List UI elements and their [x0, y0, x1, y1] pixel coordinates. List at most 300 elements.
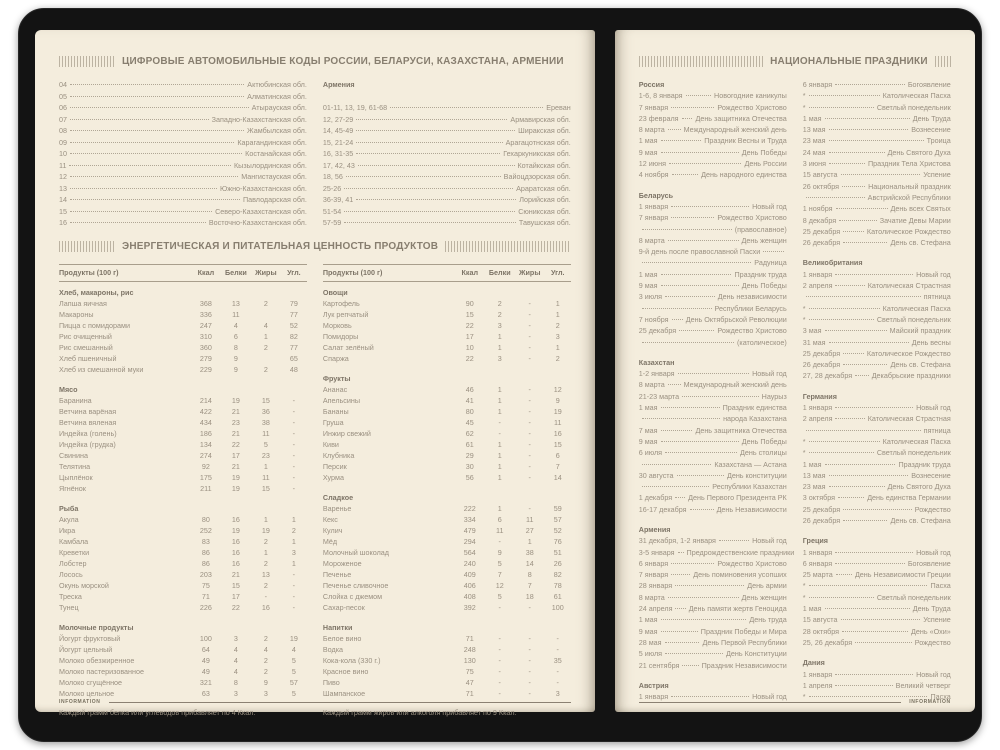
dot-leader [661, 631, 698, 632]
spacer [323, 91, 571, 103]
car-code-row [323, 183, 571, 195]
dot-leader [829, 129, 909, 130]
dot-leader [842, 186, 865, 187]
kcal-value: 75 [201, 580, 210, 590]
carbs-value: - [292, 406, 296, 416]
date-label: 3 июля [638, 292, 663, 302]
nutrition-row [323, 353, 571, 364]
carbs-value: 1 [291, 536, 296, 546]
carbs-value: 2 [555, 353, 560, 363]
holiday-row [639, 481, 787, 492]
kcal-value: 10 [465, 342, 474, 352]
kcal-value: 49 [201, 655, 210, 665]
product-name: Треска [59, 591, 82, 601]
dot-leader [677, 475, 724, 476]
carbs-value: 19 [553, 406, 562, 416]
protein-value: 4 [233, 644, 238, 654]
date-label: 15 августа [802, 170, 838, 180]
nutrition-row [59, 417, 307, 428]
holiday-label: Радуница [754, 258, 787, 268]
holiday-label: Великий четверг [895, 680, 951, 690]
dot-leader [829, 486, 885, 487]
holiday-row [803, 135, 951, 146]
food-group-title: Напитки [322, 622, 353, 632]
nutrition-header-row [323, 264, 571, 282]
holiday-label: День Первой Республики [702, 637, 787, 647]
holiday-row [803, 226, 951, 237]
holiday-label: Успение [923, 615, 951, 625]
dot-leader [70, 176, 238, 177]
holiday-row [803, 203, 951, 214]
holiday-label: Новый год [752, 692, 787, 702]
nutrition-row [59, 342, 307, 353]
holiday-row [639, 102, 787, 113]
dot-leader [836, 574, 852, 575]
date-label: 7 ноября [638, 314, 669, 324]
food-group [59, 287, 307, 375]
nutrition-row [323, 547, 571, 558]
holiday-row [803, 504, 951, 515]
product-name: Икра [59, 525, 76, 535]
holiday-row [803, 215, 951, 226]
date-label: 21-23 марта [638, 391, 680, 401]
dot-leader [661, 430, 693, 431]
food-group [323, 373, 571, 483]
date-label: 1 января [802, 269, 833, 279]
code-label: 11 [59, 160, 67, 170]
kcal-value: 86 [201, 547, 210, 557]
dot-leader [344, 222, 516, 223]
carbs-value: 61 [553, 591, 562, 601]
region-label: Актюбинская обл. [247, 80, 307, 89]
car-code-row [59, 79, 307, 91]
date-label: 30 августа [638, 470, 674, 480]
protein-value: 3 [497, 353, 502, 363]
holiday-row [803, 413, 951, 424]
fat-value: 18 [525, 591, 534, 601]
nutrition-row [323, 298, 571, 309]
date-label: * [802, 314, 806, 324]
fat-value: 2 [263, 633, 268, 643]
hatch-pattern [59, 241, 115, 252]
product-name: Йогурт цельный [59, 644, 113, 654]
kcal-value: 46 [465, 384, 474, 394]
date-label: 26 октября [802, 181, 840, 191]
fat-value: 11 [262, 428, 270, 438]
product-name: Камбала [59, 536, 89, 546]
holiday-label: Вознесение [911, 125, 951, 135]
carbs-value: 35 [553, 655, 562, 665]
product-name: Морковь [322, 320, 352, 330]
region-label: Западно-Казахстанская обл. [211, 114, 307, 124]
code-label: 12 [59, 172, 67, 181]
carbs-value: - [556, 677, 559, 687]
kcal-value: 479 [463, 525, 476, 535]
fat-value: 3 [263, 688, 268, 698]
country-holiday-group [639, 357, 787, 515]
product-name: Рис очищенный [59, 331, 112, 341]
product-name: Свинина [59, 450, 88, 460]
car-code-row [59, 217, 307, 229]
dot-leader [825, 608, 910, 609]
product-name: Сахар-песок [322, 602, 365, 612]
carbs-value: 82 [553, 569, 562, 579]
protein-value: 6 [233, 331, 238, 341]
date-label: 6 января [638, 558, 669, 568]
car-codes-section-title [59, 56, 571, 67]
dot-leader [843, 509, 912, 510]
nutrition-row [59, 558, 307, 569]
carbs-value: 48 [289, 364, 298, 374]
product-name: Ананас [322, 384, 348, 394]
dot-leader [70, 84, 244, 85]
dot-leader [809, 319, 874, 320]
dot-leader [829, 163, 865, 164]
region-label: Алматинская обл. [247, 91, 307, 101]
carbs-value: 57 [289, 677, 298, 687]
protein-value: 19 [231, 483, 240, 493]
right-page-footer [639, 699, 951, 705]
protein-value: 21 [231, 428, 240, 438]
holiday-label: День Независимости Греции [854, 570, 951, 580]
protein-value: 23 [231, 417, 240, 427]
car-code-row [323, 102, 571, 114]
holiday-label: Национальный праздник [868, 181, 951, 191]
car-code-row [59, 114, 307, 126]
kcal-value: 186 [199, 428, 212, 438]
car-code-row [323, 217, 571, 229]
nutrition-row [59, 309, 307, 320]
dot-leader [661, 274, 732, 275]
holiday-label: Светлый понедельник [876, 592, 951, 602]
dot-leader [665, 653, 723, 654]
nutrition-row [59, 688, 307, 699]
nutrition-row [59, 331, 307, 342]
dot-leader [70, 119, 209, 120]
nutrition-row [59, 655, 307, 666]
region-label: Армавирская обл. [510, 114, 571, 124]
product-name: Макароны [59, 309, 94, 319]
fat-value: - [528, 320, 531, 330]
dot-leader [841, 619, 921, 620]
date-label: 1 мая [802, 604, 822, 614]
product-name: Бананы [322, 406, 349, 416]
code-label: 17, 42, 43 [322, 160, 355, 170]
dot-leader [344, 211, 515, 212]
carbs-value: 6 [555, 450, 560, 460]
region-label: Котайкская обл. [517, 160, 571, 170]
fat-value: 2 [263, 558, 268, 568]
kcal-value: 310 [199, 331, 212, 341]
product-name: Акула [59, 514, 79, 524]
holiday-row [803, 614, 951, 625]
dot-leader [855, 375, 869, 376]
code-label: 16, 31-35 [322, 149, 354, 158]
holiday-row [639, 314, 787, 325]
fat-value: - [528, 655, 531, 665]
holiday-label: Международный женский день [683, 380, 787, 390]
kcal-value: 422 [199, 406, 212, 416]
dot-leader [809, 696, 928, 697]
region-label: Костанайская обл. [245, 149, 307, 158]
holiday-label: Богоявление [907, 80, 951, 89]
dot-leader [70, 222, 206, 223]
holiday-row [803, 79, 951, 90]
holiday-label: День Труда [912, 604, 951, 614]
protein-value: 17 [231, 450, 240, 460]
holiday-label: Новый год [916, 403, 951, 413]
holiday-label: День народного единства [701, 170, 787, 180]
kcal-value: 334 [463, 514, 476, 524]
holiday-label: День России [744, 159, 787, 169]
date-label: * [802, 91, 806, 101]
kcal-value: 30 [465, 461, 474, 471]
product-name: Молоко цельное [59, 688, 115, 698]
holiday-label: Рождество Христово [717, 102, 787, 112]
dot-leader [806, 430, 921, 431]
protein-carbs-note: Каждый грамм белка или углеводов прибавляет по 4 Ккал. [59, 707, 256, 717]
protein-value: - [498, 655, 501, 665]
protein-value: 19 [231, 525, 240, 535]
holiday-row [803, 113, 951, 124]
fat-value: 2 [263, 655, 268, 665]
product-name: Печенье сливочное [322, 580, 389, 590]
carbs-column-header: Угл. [287, 268, 301, 277]
date-label: 1 декабря [638, 493, 673, 503]
holiday-row [803, 181, 951, 192]
dot-leader [829, 140, 924, 141]
date-label: 2 апреля [802, 281, 833, 291]
nutrition-row [59, 514, 307, 525]
nutrition-left-column [59, 264, 307, 718]
dot-leader [835, 685, 892, 686]
protein-value: 4 [233, 666, 238, 676]
nutrition-row [59, 406, 307, 417]
holiday-row [803, 90, 951, 101]
car-codes-table [59, 79, 571, 229]
dot-leader [661, 441, 739, 442]
protein-value: 2 [497, 298, 502, 308]
fat-value: 36 [261, 406, 270, 416]
holiday-label: пятница [923, 425, 951, 435]
carbs-value: 65 [289, 353, 298, 363]
holiday-row [803, 192, 951, 203]
holiday-label: Рождество Христово [717, 213, 787, 223]
dot-leader [682, 396, 759, 397]
holiday-label: Республики Беларусь [714, 303, 787, 313]
date-label: 25 декабря [802, 226, 841, 236]
car-code-row [323, 125, 571, 137]
holiday-label: День Победы [741, 436, 787, 446]
holiday-label: Богоявление [907, 558, 951, 568]
nutrition-row [59, 450, 307, 461]
holiday-row [639, 637, 787, 648]
holiday-label: День «Охи» [911, 626, 951, 636]
code-label: 07 [59, 114, 67, 124]
dot-leader [835, 84, 905, 85]
dot-leader [356, 199, 516, 200]
fat-value: - [528, 602, 531, 612]
region-label: Ереван [546, 103, 571, 112]
nutrition-row [59, 472, 307, 483]
dot-leader [843, 520, 887, 521]
holiday-row [803, 547, 951, 558]
region-label: Южно-Казахстанская обл. [220, 183, 307, 193]
protein-value: 8 [233, 677, 238, 687]
protein-value: - [498, 666, 501, 676]
dot-leader [839, 220, 877, 221]
kcal-value: 406 [463, 580, 476, 590]
carbs-value: 77 [289, 309, 298, 319]
kcal-value: 360 [199, 342, 212, 352]
protein-value: 22 [231, 439, 240, 449]
nutrition-row [323, 395, 571, 406]
product-column-header: Продукты (100 г) [59, 268, 119, 277]
nutrition-row [323, 384, 571, 395]
product-name: Молоко обезжиренное [59, 655, 135, 665]
kcal-value: 71 [201, 591, 210, 601]
dot-leader [668, 129, 681, 130]
carbs-value: 14 [553, 472, 562, 482]
product-name: Слойка с джемом [322, 591, 383, 601]
dot-leader [678, 373, 750, 374]
region-label: Лорийская обл. [519, 195, 571, 204]
protein-value: - [498, 428, 501, 438]
date-label: 1 мая [638, 615, 658, 625]
fat-value: - [528, 450, 531, 460]
code-label: 15 [59, 206, 67, 216]
nutrition-row [323, 591, 571, 602]
carbs-value: 3 [555, 331, 560, 341]
dot-leader [843, 364, 887, 365]
carbs-value: 9 [555, 395, 560, 405]
dot-leader [642, 229, 732, 230]
kcal-value: 130 [463, 655, 476, 665]
holiday-label: Светлый понедельник [876, 102, 951, 112]
country-name: Казахстан [638, 357, 675, 367]
country-holiday-group [803, 391, 951, 527]
dot-leader [642, 308, 712, 309]
holiday-label: Новый год [752, 536, 787, 546]
dot-leader [806, 296, 921, 297]
product-name: Картофель [322, 298, 360, 308]
protein-value: - [498, 688, 501, 698]
protein-value: 1 [497, 406, 502, 416]
food-group-title: Сладкое [322, 492, 354, 502]
dot-leader [809, 452, 874, 453]
date-label: 1 января [638, 692, 669, 702]
region-label: Мангистауская обл. [241, 172, 307, 181]
product-name: Тунец [59, 602, 79, 612]
fat-value: 11 [262, 472, 270, 482]
holiday-row [639, 660, 787, 671]
holiday-row [639, 492, 787, 503]
date-label: 15 августа [802, 615, 838, 625]
protein-value: 22 [231, 602, 240, 612]
kcal-value: 75 [465, 666, 474, 676]
nutrition-row [59, 298, 307, 309]
protein-value: - [498, 417, 501, 427]
holiday-label: Новый год [916, 269, 951, 279]
holiday-row [803, 436, 951, 447]
fat-value: 2 [263, 666, 268, 676]
fat-value: - [528, 298, 531, 308]
holiday-label: (православное) [734, 224, 787, 234]
product-name: Цыплёнок [59, 472, 93, 482]
hatch-pattern [935, 56, 951, 67]
dot-leader [661, 152, 739, 153]
dot-leader [671, 217, 714, 218]
holiday-label: Декабрьские праздники [871, 371, 951, 381]
holiday-row [639, 614, 787, 625]
date-label: 9 мая [638, 436, 658, 446]
product-name: Ветчина вяленая [59, 417, 117, 427]
fat-value: - [528, 331, 531, 341]
product-name: Груша [322, 417, 344, 427]
dot-leader [835, 285, 864, 286]
fat-value: - [528, 353, 531, 363]
date-label: 1 мая [802, 113, 822, 123]
kcal-value: 274 [199, 450, 212, 460]
holidays-section-title [639, 56, 951, 67]
kcal-value: 294 [463, 536, 476, 546]
nutrition-row [323, 688, 571, 699]
region-label: Восточно-Казахстанская обл. [208, 218, 307, 227]
dot-leader [835, 552, 913, 553]
nutrition-row [323, 439, 571, 450]
holiday-row [639, 113, 787, 124]
nutrition-row [59, 580, 307, 591]
code-label: 16 [59, 218, 67, 227]
food-group-title: Овощи [322, 287, 348, 297]
holiday-row [803, 592, 951, 603]
code-label: 09 [59, 137, 67, 147]
product-name: Креветки [59, 547, 90, 557]
region-label: Арагацотнская обл. [505, 137, 571, 147]
kcal-value: 175 [199, 472, 212, 482]
fat-value: 2 [263, 580, 268, 590]
dot-leader [719, 540, 749, 541]
carbs-value: 7 [555, 461, 560, 471]
carbs-value: 2 [555, 320, 560, 330]
protein-value: 8 [233, 342, 238, 352]
protein-value: - [498, 677, 501, 687]
carbs-value: 57 [553, 514, 562, 524]
fat-value: 19 [261, 525, 270, 535]
food-group-title: Хлеб, макароны, рис [59, 287, 134, 297]
nutrition-row [323, 602, 571, 613]
carbs-column-header: Угл. [550, 268, 565, 277]
page-spread [35, 30, 965, 717]
dot-leader [356, 130, 515, 131]
nutrition-row [59, 666, 307, 677]
protein-value: 1 [497, 395, 502, 405]
kcal-value: 408 [463, 591, 476, 601]
country-holiday-group [639, 190, 787, 348]
section-title-text: ЦИФРОВЫЕ АВТОМОБИЛЬНЫЕ КОДЫ РОССИИ, БЕЛАРУСИ, КАЗАХСТАНА, АРМЕНИИ [122, 56, 564, 67]
date-label: 3-5 января [638, 547, 675, 557]
product-name: Персик [322, 461, 347, 471]
region-label: Карагандинская обл. [237, 137, 307, 147]
fat-value: 5 [263, 439, 268, 449]
dot-leader [843, 242, 887, 243]
dot-leader [346, 176, 501, 177]
dot-leader [344, 188, 513, 189]
date-label: * [802, 692, 806, 702]
car-code-row [323, 114, 571, 126]
holiday-label: День защитника Отечества [695, 113, 787, 123]
dot-leader [809, 308, 880, 309]
